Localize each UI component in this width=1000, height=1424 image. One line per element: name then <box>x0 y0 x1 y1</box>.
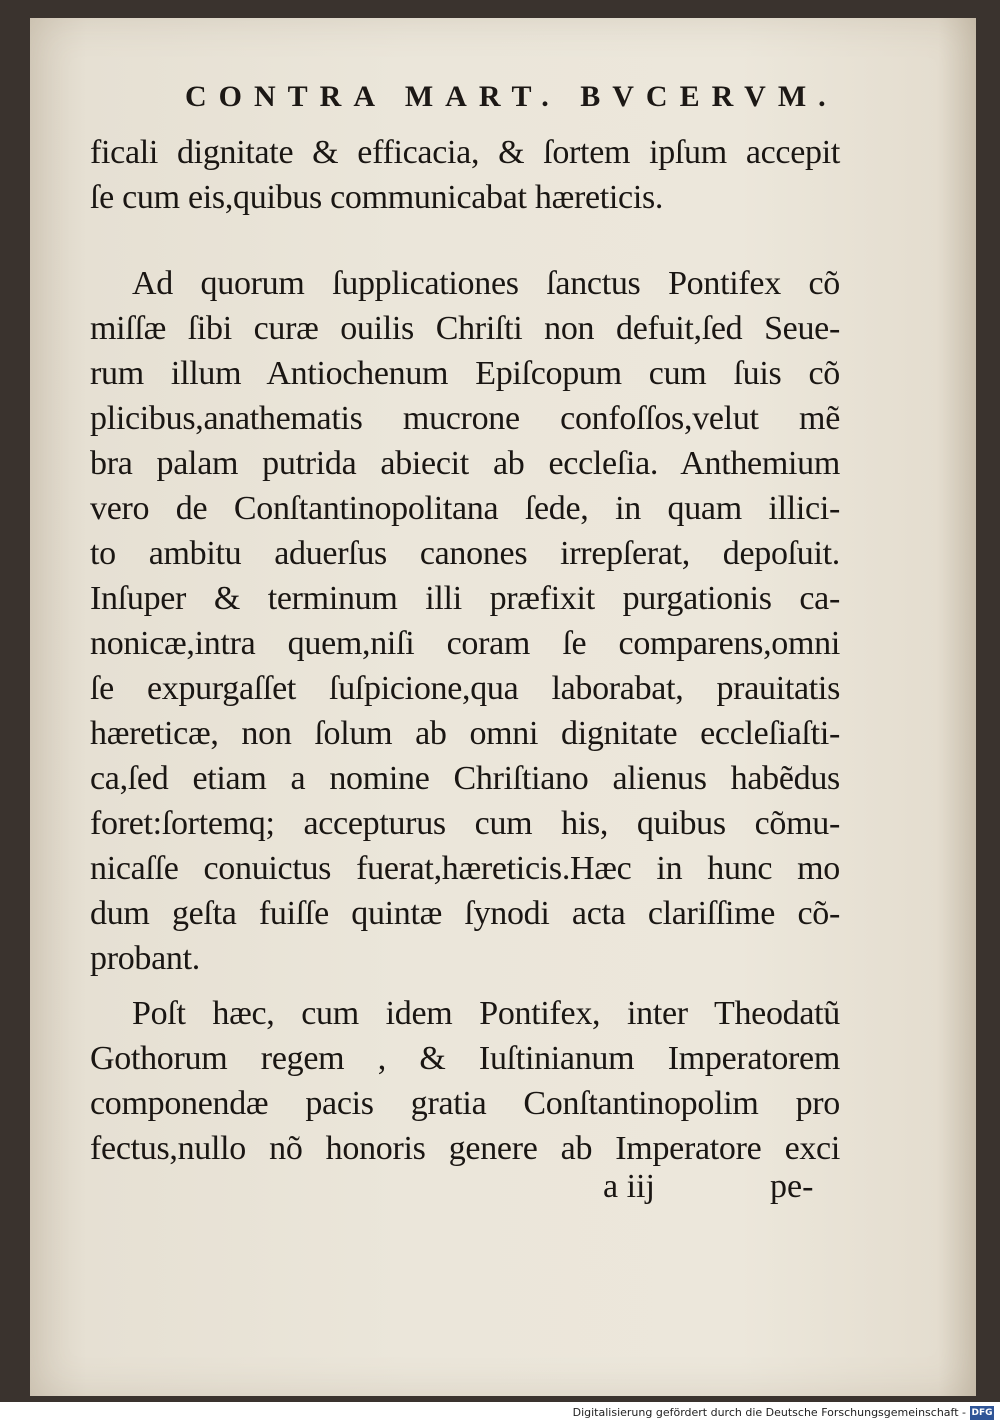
text-line: ca,ſed etiam a nomine Chriſtiano alienus habẽdus <box>90 760 840 797</box>
text-line: plicibus,anathematis mucrone confoſſos,velut mẽ <box>90 400 840 437</box>
text-line: Gothorum regem , & Iuſtinianum Imperatorem <box>90 1040 840 1077</box>
text-line: to ambitu aduerſus canones irrepſerat, depoſuit. <box>90 535 840 572</box>
dfg-logo-icon: DFG <box>971 1408 993 1418</box>
text-line: rum illum Antiochenum Epiſcopum cum ſuis cõ <box>90 355 840 392</box>
text-line: ſe cum eis,quibus communicabat hæreticis. <box>90 179 664 216</box>
text-line: Inſuper & terminum illi præfixit purgationis ca- <box>90 580 840 617</box>
text-line: fectus,nullo nõ honoris genere ab Imperatore exci <box>90 1130 840 1167</box>
text-line: componendæ pacis gratia Conſtantinopolim pro <box>90 1085 840 1122</box>
paragraph-continuation <box>90 130 840 220</box>
running-head: CONTRA MART. BVCERVM. <box>185 80 838 113</box>
text-line: miſſæ ſibi curæ ouilis Chriſti non defuit,ſed Seue- <box>90 310 840 347</box>
paragraph <box>90 991 840 1171</box>
text-line: Ad quorum ſupplicationes ſanctus Pontifex cõ <box>132 265 840 302</box>
text-line: dum geſta fuiſſe quintæ ſynodi acta clariſſime cõ- <box>90 895 840 932</box>
text-line: hæreticæ, non ſolum ab omni dignitate eccleſiaſti- <box>90 715 840 752</box>
text-line: nicaſſe conuictus fuerat,hæreticis.Hæc in hunc mo <box>90 850 840 887</box>
text-line: Poſt hæc, cum idem Pontifex, inter Theodatũ <box>132 995 840 1032</box>
text-line: ſe expurgaſſet ſuſpicione,qua laborabat, prauitatis <box>90 670 840 707</box>
book-page <box>30 18 976 1396</box>
signature-mark: a iij <box>603 1168 655 1205</box>
catchword: pe- <box>770 1168 814 1205</box>
page-footer-line <box>30 1168 976 1213</box>
text-line: vero de Conſtantinopolitana ſede, in quam illici- <box>90 490 840 527</box>
paragraph <box>90 261 840 981</box>
funding-notice: Digitalisierung gefördert durch die Deutsche Forschungsgemeinschaft - <box>572 1406 966 1419</box>
text-line: probant. <box>90 940 200 977</box>
text-line: ficali dignitate & efficacia, & ſortem ipſum accepit <box>90 134 840 171</box>
text-line: bra palam putrida abiecit ab eccleſia. Anthemium <box>90 445 840 482</box>
digitization-footer <box>0 1402 1000 1424</box>
text-line: foret:ſortemq; accepturus cum his, quibus cõmu- <box>90 805 840 842</box>
text-line: nonicæ,intra quem,niſi coram ſe comparens,omni <box>90 625 840 662</box>
